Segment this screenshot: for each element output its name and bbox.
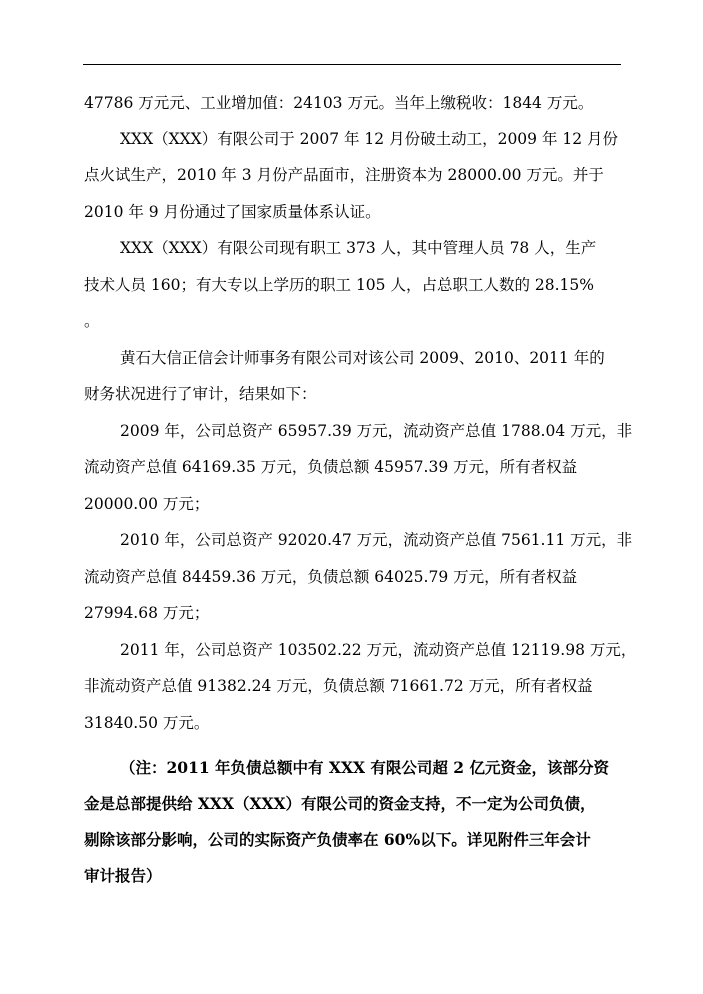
- header-rule: [83, 64, 621, 65]
- paragraph-line: 2009 年，公司总资产 65957.39 万元，流动资产总值 1788.04 万元，非: [120, 422, 633, 440]
- paragraph-line: 黄石大信正信会计师事务有限公司对该公司 2009、2010、2011 年的: [120, 349, 605, 367]
- text-line: 。: [84, 312, 100, 330]
- text-line: 非流动资产总值 91382.24 万元，负债总额 71661.72 万元，所有者权益: [84, 677, 593, 695]
- text-line: 点火试生产，2010 年 3 月份产品面市，注册资本为 28000.00 万元。并于: [84, 166, 604, 184]
- text-line: 财务状况进行了审计，结果如下：: [84, 385, 317, 403]
- text-line: 31840.50 万元。: [84, 714, 210, 732]
- note-line: 剔除该部分影响，公司的实际资产负债率在 60%以下。详见附件三年会计: [84, 830, 591, 849]
- paragraph-line: XXX（XXX）有限公司于 2007 年 12 月份破土动工，2009 年 12 月份: [120, 130, 619, 148]
- paragraph-line: 2010 年，公司总资产 92020.47 万元，流动资产总值 7561.11 万元，非: [120, 531, 633, 549]
- note-line: 审计报告）: [84, 866, 162, 885]
- text-line: 20000.00 万元；: [84, 495, 210, 513]
- text-line: 流动资产总值 84459.36 万元，负债总额 64025.79 万元，所有者权益: [84, 568, 578, 586]
- paragraph-line: XXX（XXX）有限公司现有职工 373 人，其中管理人员 78 人，生产: [120, 239, 597, 257]
- text-line: 流动资产总值 64169.35 万元，负债总额 45957.39 万元，所有者权益: [84, 458, 578, 476]
- text-line: 技术人员 160；有大专以上学历的职工 105 人，占总职工人数的 28.15%: [84, 276, 594, 294]
- paragraph-line: 2011 年，公司总资产 103502.22 万元，流动资产总值 12119.98 万元，: [120, 641, 637, 659]
- note-line: 金是总部提供给 XXX（XXX）有限公司的资金支持，不一定为公司负债，: [84, 794, 596, 813]
- text-line: 47786 万元元、工业增加值：24103 万元。当年上缴税收：1844 万元。: [84, 94, 594, 112]
- note-line: （注：2011 年负债总额中有 XXX 有限公司超 2 亿元资金，该部分资: [120, 758, 609, 777]
- text-line: 27994.68 万元；: [84, 604, 210, 622]
- text-line: 2010 年 9 月份通过了国家质量体系认证。: [84, 203, 381, 221]
